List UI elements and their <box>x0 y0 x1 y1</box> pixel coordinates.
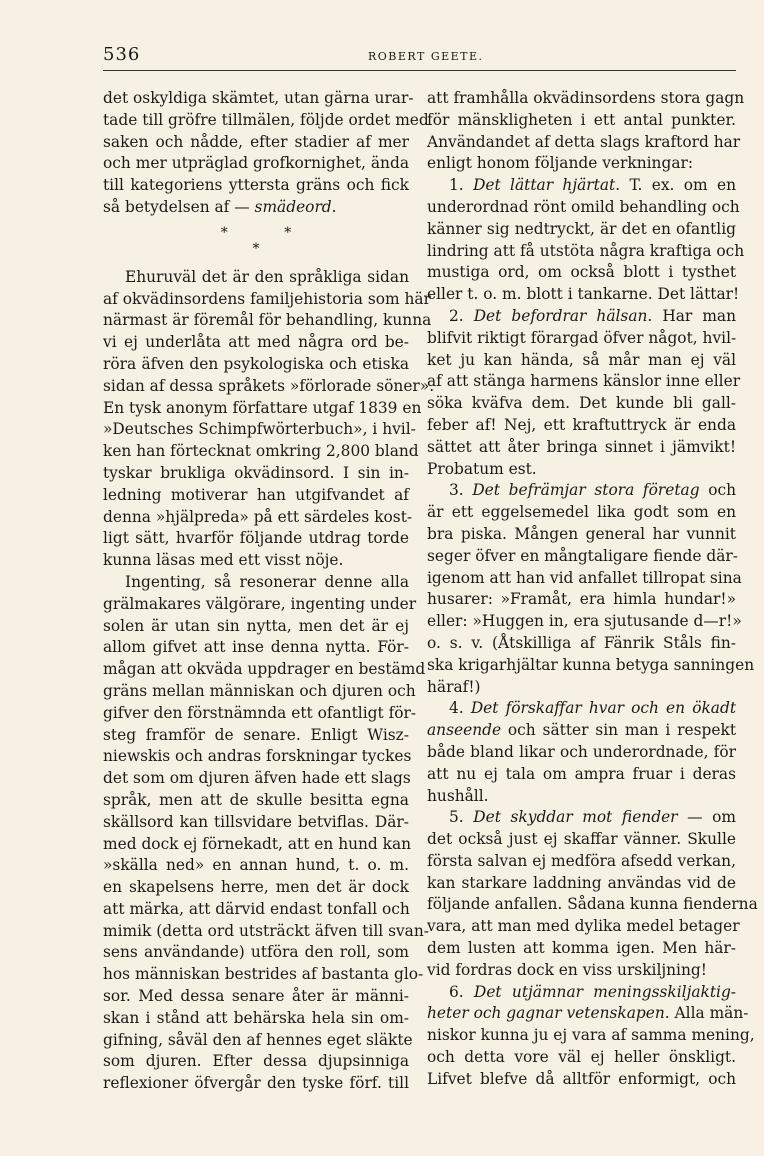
text-line: underordnad rönt omild behandling och <box>427 197 740 216</box>
text-line: En tysk anonym författare utgaf 1839 en <box>103 398 422 417</box>
section-divider-asterisks: * * <box>220 224 318 241</box>
text-line: husarer: »Framåt, era himla hundar!» <box>427 590 736 609</box>
text-line: första salvan ej medföra afsedd verkan, <box>427 851 736 870</box>
text-line: sättet att åter bringa sinnet i jämvikt! <box>427 437 736 456</box>
text-line: mågan att okväda uppdrager en bestämd <box>103 660 426 679</box>
text-line: Lifvet blefve då alltför enformigt, och <box>427 1069 736 1088</box>
text-line: både bland likar och underordnade, för <box>427 742 736 761</box>
text-line: känner sig nedtryckt, är det en ofantlig <box>427 219 736 238</box>
text-line: ket ju kan hända, så mår man ej väl <box>427 350 736 369</box>
text-line: niskor kunna ju ej vara af samma mening, <box>427 1026 755 1045</box>
text-line: det också just ej skaffar vänner. Skulle <box>427 830 736 849</box>
text-line: 2. Det befordrar hälsan. Har man <box>449 306 736 325</box>
text-line: sens användande) utföra den roll, som <box>103 943 409 962</box>
text-line: niewskis och andras forskningar tyckes <box>103 747 412 766</box>
text-line: kan starkare laddning användas vid de <box>427 873 736 892</box>
text-line: solen är utan sin nytta, men det är ej <box>103 616 409 635</box>
text-line: att nu ej tala om ampra fruar i deras <box>427 764 736 783</box>
text-line: lindring att få utstöta några kraftiga och <box>427 241 745 260</box>
text-line: 4. Det förskaffar hvar och en ökadt <box>449 699 736 718</box>
text-line: som djuren. Efter dessa djupsinniga <box>103 1052 409 1071</box>
text-line: allom gifvet att inse denna nytta. För- <box>103 638 409 657</box>
text-line: Probatum est. <box>427 459 537 478</box>
text-line: gräns mellan människan och djuren och <box>103 681 416 700</box>
text-line: häraf!) <box>427 677 481 696</box>
text-line: eller t. o. m. blott i tankarne. Det lättar! <box>427 285 740 304</box>
text-line: gifver den förstnämnda ett ofantligt för- <box>103 703 417 722</box>
text-line: det oskyldiga skämtet, utan gärna urar- <box>103 89 414 107</box>
running-title: ROBERT GEETE. <box>368 50 484 63</box>
text-line: 5. Det skyddar mot fiender — om <box>449 808 736 827</box>
text-line: 6. Det utjämnar meningsskiljaktig- <box>449 982 736 1001</box>
text-line: steg framför de senare. Enligt Wisz- <box>103 725 409 744</box>
text-line: språk, men att de skulle besitta egna <box>103 790 409 809</box>
text-line: söka kväfva dem. Det kunde bli gall- <box>427 394 736 413</box>
text-line: och detta vore väl ej heller önskligt. <box>427 1048 736 1067</box>
text-line: vara, att man med dylika medel betager <box>427 917 740 936</box>
text-line: »skälla ned» en annan hund, t. o. m. <box>103 856 409 875</box>
text-line: skan i stånd att behärska hela sin om- <box>103 1008 409 1027</box>
text-line: för mänskligheten i ett antal punkter. <box>427 110 736 129</box>
right-column <box>427 88 758 1091</box>
text-line: grälmakares välgörare, ingenting under <box>103 594 417 613</box>
text-line: denna »hjälpreda» på ett särdeles kost- <box>103 507 413 526</box>
text-line: sidan af dessa språkets »förlorade söner». <box>103 376 435 395</box>
text-line: ska krigarhjältar kunna betyga sanningen <box>427 655 755 674</box>
text-line: o. s. v. (Åtskilliga af Fänrik Ståls fin- <box>427 633 736 652</box>
text-line: röra äfven den psykologiska och etiska <box>103 354 409 373</box>
text-line: eller: »Huggen in, era sjutusande d—r!» <box>427 612 742 631</box>
text-line: ken han förtecknat omkring 2,800 bland <box>103 442 419 461</box>
text-line: blifvit riktigt förargad öfver något, hvil- <box>427 328 737 347</box>
text-line: af att stänga harmens känslor inne eller <box>427 372 741 391</box>
section-divider-asterisks: * <box>252 240 260 257</box>
text-line: med dock ej förnekadt, att en hund kan <box>103 834 412 853</box>
text-line: Ehuruväl det är den språkliga sidan <box>125 267 409 286</box>
text-line: gifning, såväl den af hennes eget släkte <box>103 1030 413 1049</box>
text-line: 3. Det befrämjar stora företag och <box>449 481 736 500</box>
text-line: skällsord kan tillsvidare betviflas. Där- <box>103 812 409 831</box>
text-line: tyskar brukliga okvädinsord. I sin in- <box>103 463 409 482</box>
text-line: saken och nådde, efter stadier af mer <box>103 132 409 151</box>
text-line: »Deutsches Schimpfwörterbuch», i hvil- <box>103 420 416 439</box>
text-line: sor. Med dessa senare åter är männi- <box>103 987 409 1006</box>
text-line: närmast är föremål för behandling, kunna <box>103 311 432 330</box>
text-line: feber af! Nej, ett kraftuttryck är enda <box>427 415 736 434</box>
text-line: tade till gröfre tillmälen, följde ordet med <box>103 110 429 129</box>
text-line: att märka, att därvid endast tonfall och <box>103 899 410 918</box>
text-line: det som om djuren äfven hade ett slags <box>103 769 411 788</box>
text-line: vi ej underlåta att med några ord be- <box>103 333 409 352</box>
text-line: ligt sätt, hvarför följande utdrag torde <box>103 529 409 548</box>
text-line: följande anfallen. Sådana kunna fienderna <box>427 895 758 914</box>
text-line: Ingenting, så resonerar denne alla <box>125 572 409 591</box>
text-line: heter och gagnar vetenskapen. Alla män- <box>427 1004 749 1023</box>
text-line: 1. Det lättar hjärtat. T. ex. om en <box>449 176 737 195</box>
text-line: ledning motiverar han utgifvandet af <box>103 485 409 504</box>
text-line: igenom att han vid anfallet tillropat sina <box>427 568 742 587</box>
text-line: anseende och sätter sin man i respekt <box>427 721 736 740</box>
text-line: kunna läsas med ett visst nöje. <box>103 551 344 570</box>
text-line: hushåll. <box>427 786 489 805</box>
text-line: Användandet af detta slags kraftord har <box>427 132 741 151</box>
text-line: och mer utpräglad grofkornighet, ända <box>103 154 409 173</box>
text-line: reflexioner öfvergår den tyske förf. till <box>103 1074 409 1093</box>
text-line: seger öfver en mångtaligare fiende där- <box>427 546 738 565</box>
left-column <box>103 88 435 1095</box>
text-line: enligt honom följande verkningar: <box>427 154 694 173</box>
text-line: att framhålla okvädinsordens stora gagn <box>427 89 745 107</box>
text-line: till kategoriens yttersta gräns och fick <box>103 176 409 195</box>
text-line: af okvädinsordens familjehistoria som här <box>103 289 431 308</box>
text-line: är ett eggelsemedel lika godt som en <box>427 503 736 522</box>
text-line: mustiga ord, om också blott i tysthet <box>427 263 736 282</box>
text-line: dem lusten att komma igen. Men här- <box>427 939 736 958</box>
text-line: en skapelsens herre, men det är dock <box>103 878 409 897</box>
text-line: så betydelsen af — smädeord. <box>103 197 337 216</box>
text-line: vid fordras dock en viss urskiljning! <box>427 960 707 979</box>
page-number: 536 <box>103 44 141 65</box>
text-line: mimik (detta ord utsträckt äfven till svan- <box>103 921 429 940</box>
text-line: bra piska. Mången general har vunnit <box>427 524 736 543</box>
header-rule <box>103 70 736 71</box>
text-line: hos människan bestrides af bastanta glo- <box>103 965 424 984</box>
